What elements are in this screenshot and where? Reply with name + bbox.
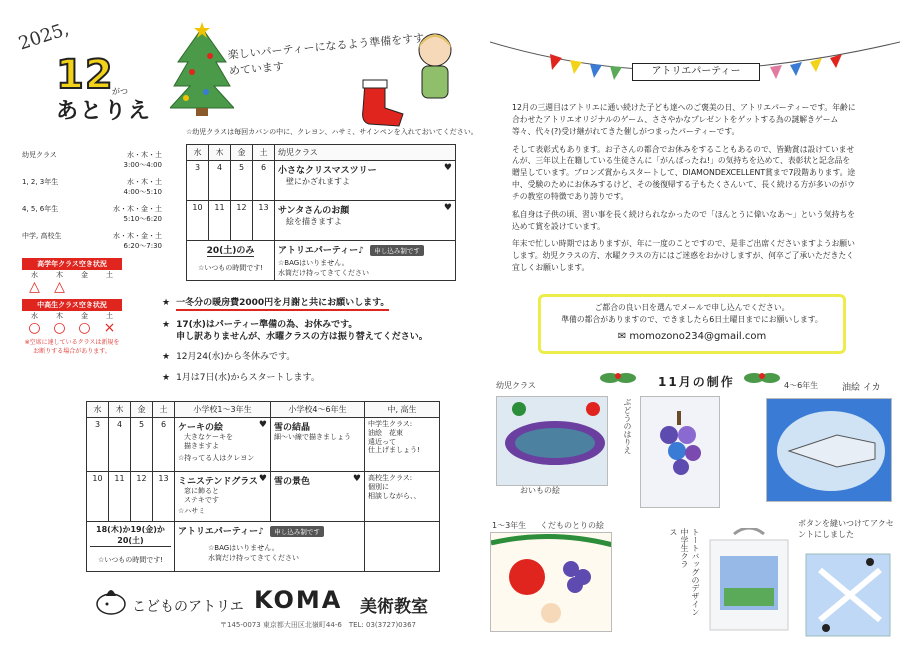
label-kudamono: くだものとりの絵 <box>540 521 604 530</box>
lesson-note: ☆持ってる人はクレヨン <box>178 453 255 462</box>
schedule-class: 4, 5, 6年生 <box>22 205 59 213</box>
artwork-sweet-potato <box>496 396 608 486</box>
holly-icon <box>598 366 638 388</box>
party-article <box>512 102 857 280</box>
table-row <box>87 418 440 472</box>
vacancy-upper <box>22 258 122 295</box>
class-schedule <box>22 150 162 355</box>
contact-line: ご都合の良い日を選んでメールで申し込んでください。 <box>594 303 790 312</box>
junior-high-lesson: 中学生クラス: 油絵 花束 遠近って 仕上げましょう! <box>365 418 440 472</box>
artwork-tote-bag <box>706 528 792 634</box>
vacancy-day: 土 <box>106 271 113 279</box>
date-cell: 6 <box>153 418 175 472</box>
email-row[interactable] <box>549 329 835 344</box>
schedule-days: 水・木・土 <box>127 178 162 186</box>
date-cell: 3 <box>187 161 209 201</box>
star-icon: ★ <box>162 352 171 363</box>
notice-list <box>162 297 462 392</box>
label-grade-456: 4〜6年生 <box>784 381 819 390</box>
paragraph: 12月の三週目はアトリエに通い続けた子ども達へのご褒美の日、アトリエパーティーです。年齢に合わせたアトリエオリジナルのゲーム、ささやかなプレゼントをゲットする為の謎解きゲーム等々、代々(?)受け継がれてきた催しがつまったパーティーです。 <box>512 103 856 136</box>
table-row <box>187 201 456 241</box>
day-header: 水 <box>87 402 109 418</box>
party-date: 18(木)か19(金)か20(土) <box>90 524 171 547</box>
note-text: 一冬分の暖房費2000円を月謝と共にお願いします。 <box>176 297 389 311</box>
apply-badge: 申し込み制です <box>270 526 324 537</box>
heart-icon: ♥ <box>443 163 452 173</box>
vacancy-day: 土 <box>106 312 113 321</box>
heart-icon: ♥ <box>258 474 267 484</box>
lesson-desc: 壁にかざれますよ <box>286 177 350 186</box>
vacancy-day: 水 <box>31 271 38 279</box>
list-item <box>162 319 462 343</box>
heart-icon: ♥ <box>352 474 361 484</box>
schedule-time: 4:00〜5:10 <box>123 188 162 196</box>
vacancy-upper-title: 高学年クラス空き状況 <box>22 258 122 270</box>
artwork-fruit <box>490 532 612 632</box>
party-note: ☆いつもの時間です! <box>197 264 264 272</box>
label-ika: 油絵 イカ <box>842 383 881 393</box>
date-cell: 4 <box>209 161 231 201</box>
schedule-row <box>22 204 162 224</box>
star-icon: ★ <box>162 320 171 331</box>
contact-line: 準備の都合がありますので、できましたら6日土曜日までにお願いします。 <box>561 314 823 324</box>
christmas-tree-illustration <box>170 22 234 118</box>
label-button: ボタンを縫いつけてアクセントにしました <box>798 519 894 539</box>
schedule-row <box>22 150 162 170</box>
party-section-title: アトリエパーティー <box>632 63 760 81</box>
vacancy-day: 木 <box>56 271 63 279</box>
list-item <box>162 372 462 384</box>
newsletter-title: あとりえ <box>56 99 153 124</box>
day-header: 木 <box>209 145 231 161</box>
label-junior: 中学生クラス <box>669 528 689 568</box>
infant-supplies-notice: ☆幼児クラスは毎回カバンの中に、クレヨン、ハサミ、サインペンを入れておいてください。 <box>186 128 478 136</box>
holly-icon <box>742 366 782 388</box>
paragraph: そして表彰式もあります。お子さんの都合でお休みをすることもあるので、皆勤賞は設けていませんが、三年以上在籍している生徒さんに「がんばったね!」の気持ちを込めて、表彰状と記念品を贈呈しています。ブロンズ賞からスタートして、DIAMONDEXCELLENT賞まで7段階あります。途中、受験のためにお休みするけど、その後復帰する子もたくさんいて、長く続ける方が多いのがウチの教室の特徴であり誇りです。 <box>512 144 856 201</box>
schedule-time: 5:10〜6:20 <box>123 215 162 223</box>
star-icon: ★ <box>162 372 171 383</box>
date-cell: 3 <box>87 418 109 472</box>
schedule-row <box>22 231 162 251</box>
mascot-logo-icon <box>92 582 130 618</box>
table-row <box>187 161 456 201</box>
vacancy-note: ※空席に達しているクラスは新規をお断りする場合があります。 <box>24 338 120 355</box>
email-address[interactable]: momozono234@gmail.com <box>629 331 767 343</box>
month-suffix: がつ <box>112 87 128 96</box>
schedule-class: 1, 2, 3年生 <box>22 178 59 186</box>
paragraph: 私自身は子供の頃、習い事を長く続けられなかったので「ほんとうに偉いなあ〜」という気持ちを込めて賞を設けています。 <box>512 209 856 231</box>
date-cell: 12 <box>231 201 253 241</box>
school-class-table <box>86 401 440 572</box>
artwork-squid <box>766 398 892 502</box>
vacancy-day: 木 <box>56 312 63 321</box>
lesson-title: 小さなクリスマスツリー <box>278 166 377 176</box>
lesson-title: サンタさんのお顔 <box>278 206 350 216</box>
grade-header: 小学校4〜6年生 <box>271 402 365 418</box>
date-cell: 10 <box>87 472 109 522</box>
vacancy-mark: ○ <box>53 320 66 337</box>
date-cell: 5 <box>231 161 253 201</box>
label-tote: トートバッグのデザイン <box>691 528 700 616</box>
vacancy-day: 水 <box>31 312 38 321</box>
contact-box <box>538 294 846 354</box>
vacancy-junior-high <box>22 299 122 354</box>
table-row <box>87 472 440 522</box>
label-budou: ぶどうのはりえ <box>623 398 632 454</box>
date-cell: 11 <box>109 472 131 522</box>
tagline: 楽しいパーティーになるよう準備をすすめています <box>227 31 425 78</box>
vacancy-mark: ○ <box>28 320 41 337</box>
grade-header: 中, 高生 <box>365 402 440 418</box>
date-cell: 13 <box>253 201 275 241</box>
date-cell: 13 <box>153 472 175 522</box>
month-number: 12 <box>56 52 114 98</box>
schedule-row <box>22 177 162 197</box>
lesson-note: ☆ハサミ <box>178 506 206 515</box>
vacancy-mark: △ <box>29 279 40 295</box>
party-title: アトリエパーティー♪ <box>178 527 264 537</box>
date-cell: 6 <box>253 161 275 201</box>
infant-class-header: 幼児クラス <box>275 145 456 161</box>
bunting-garland <box>490 32 900 92</box>
vacancy-mark <box>97 280 122 295</box>
day-header: 金 <box>131 402 153 418</box>
date-cell: 5 <box>131 418 153 472</box>
schedule-time: 3:00〜4:00 <box>123 161 162 169</box>
vacancy-mark: △ <box>54 279 65 295</box>
logo-bijutsu: 美術教室 <box>360 597 428 617</box>
lesson-title: ミニステンドグラス <box>178 477 258 487</box>
high-school-lesson: 高校生クラス: 個別に 相談しながら、、 <box>365 472 440 522</box>
lesson-desc: 大きなケーキを 描きますよ <box>184 433 233 450</box>
list-item <box>162 351 462 363</box>
schedule-class: 中学, 高校生 <box>22 232 62 240</box>
heart-icon: ♥ <box>443 203 452 213</box>
mail-icon: ✉ <box>617 331 627 343</box>
vacancy-mark: × <box>103 320 116 337</box>
list-item <box>162 297 462 311</box>
note-text: 17(水)はパーティー準備の為、お休みです。 申し訳ありませんが、水曜クラスの方は振り替えてください。 <box>176 320 428 343</box>
day-header: 木 <box>109 402 131 418</box>
star-icon: ★ <box>162 298 171 308</box>
party-row <box>87 522 440 572</box>
grade-header: 小学校1〜3年生 <box>175 402 271 418</box>
label-infant-class: 幼児クラス <box>496 381 536 390</box>
label-grade-123: 1〜3年生 <box>492 521 527 530</box>
day-header: 土 <box>253 145 275 161</box>
bag-note: ☆BAGはいりません。 水筒だけ持ってきてください <box>278 259 369 277</box>
day-header: 金 <box>231 145 253 161</box>
label-imo: おいもの絵 <box>520 486 560 495</box>
logo-subtitle: こどものアトリエ <box>132 599 244 615</box>
note-text: 12月24(水)から冬休みです。 <box>176 352 296 363</box>
vacancy-jh-title: 中高生クラス空き状況 <box>22 299 122 311</box>
logo-koma: KOMA <box>254 586 343 614</box>
lesson-title: ケーキの絵 <box>178 423 224 433</box>
lesson-title: 雪の景色 <box>274 477 311 487</box>
schedule-class: 幼児クラス <box>22 151 57 159</box>
year-label: 2025, <box>16 18 72 55</box>
paragraph: 年末で忙しい時期ではありますが、年に一度のことですので、是非ご出席くださいますようお願いします。幼児クラスの方、水曜クラスの方にはご迷惑をおかけしますが、何卒ご了承いただきたく宜しくお願いします。 <box>512 239 855 273</box>
schedule-days: 水・木・土 <box>127 151 162 159</box>
artwork-button-bag <box>800 540 896 640</box>
party-date: 20(土)のみ <box>207 243 255 257</box>
vacancy-mark <box>72 280 97 295</box>
infant-class-table <box>186 144 456 281</box>
artwork-grapes <box>640 396 720 508</box>
date-cell: 11 <box>209 201 231 241</box>
bag-note: ☆BAGはいりません。 水筒だけ持ってきてください <box>208 544 299 562</box>
schedule-time: 6:20〜7:30 <box>123 242 162 250</box>
lesson-desc: 細〜い線で描きましょう <box>274 433 351 441</box>
vacancy-day: 金 <box>81 271 88 279</box>
date-cell: 4 <box>109 418 131 472</box>
vacancy-mark: ○ <box>78 320 91 337</box>
gallery-title: 11月の制作 <box>658 375 735 389</box>
heart-icon: ♥ <box>258 420 267 430</box>
note-text: 1月は7日(水)からスタートします。 <box>176 372 320 383</box>
day-header: 土 <box>153 402 175 418</box>
lesson-desc: 絵を描きますよ <box>286 217 342 226</box>
lesson-title: 雪の結晶 <box>274 423 311 433</box>
schedule-days: 水・木・金・土 <box>113 205 162 213</box>
stocking-illustration <box>345 78 409 128</box>
party-title: アトリエパーティー♪ <box>278 246 364 256</box>
day-header: 水 <box>187 145 209 161</box>
lesson-desc: 窓に飾ると ステキです <box>184 487 219 504</box>
vacancy-day: 金 <box>81 312 88 321</box>
party-note: ☆いつもの時間です! <box>97 556 164 564</box>
schedule-days: 水・木・金・土 <box>113 232 162 240</box>
address: 〒145-0073 東京都大田区北嶺町44-6 TEL: 03(3727)0367 <box>220 621 416 629</box>
party-row <box>187 241 456 281</box>
date-cell: 12 <box>131 472 153 522</box>
date-cell: 10 <box>187 201 209 241</box>
apply-badge: 申し込み制です <box>370 245 424 256</box>
